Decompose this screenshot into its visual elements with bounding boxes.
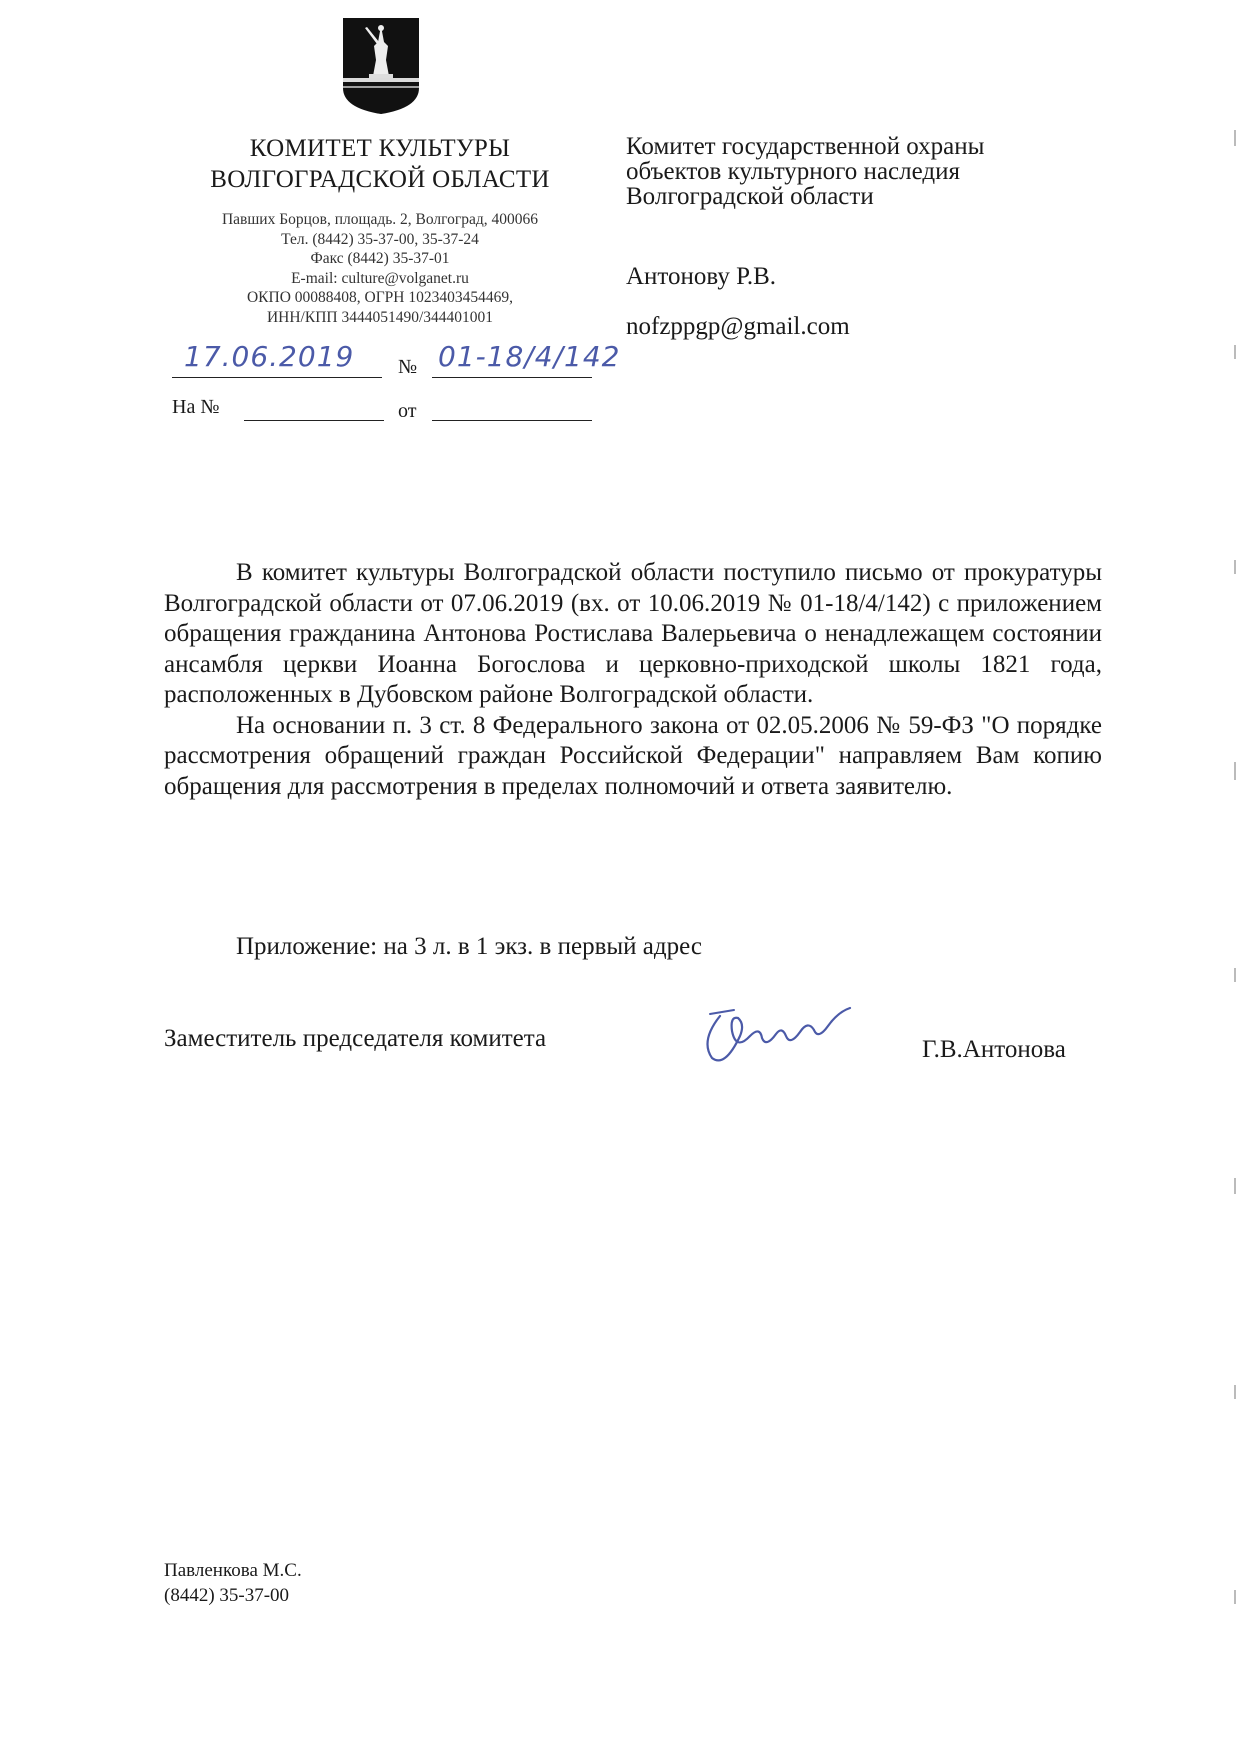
body-paragraph-1: В комитет культуры Волгоградской области поступило письмо от прокуратуры Волгоградской области от 07.06.2019 (вх. от 10.06.2019 № 01-18/4/142) с приложением обращения гражданина Антонова Ростислава Валерьевича о ненадлежащем состоянии ансамбля церкви Иоанна Богослова и церковно-приходской школы 1821 года, расположенных в Дубовском районе Волгоградской области.	[164, 559, 1102, 708]
date-underline	[172, 377, 382, 378]
handwritten-signature-icon	[690, 996, 870, 1076]
sender-details	[160, 210, 600, 327]
scan-margin-mark	[1234, 762, 1236, 780]
letter-body	[164, 558, 1102, 802]
sender-fax: Факс (8442) 35-37-01	[310, 250, 450, 267]
recipient-email: nofzppgp@gmail.com	[626, 313, 850, 340]
sender-name-line1: КОМИТЕТ КУЛЬТУРЫ	[249, 135, 511, 162]
recipient-organization	[626, 134, 1146, 209]
executor-name: Павленкова М.С.	[164, 1560, 302, 1581]
sender-email: E-mail: culture@volganet.ru	[291, 269, 469, 287]
outgoing-number-label: №	[398, 356, 418, 378]
signatory-name: Г.В.Антонова	[922, 1036, 1066, 1063]
recipient-org-line3: Волгоградской области	[626, 183, 874, 210]
scan-margin-mark	[1234, 968, 1236, 982]
sender-address: Павших Борцов, площадь. 2, Волгоград, 400066	[221, 211, 539, 228]
executor-block	[164, 1558, 302, 1608]
reference-number-label: На №	[172, 396, 220, 418]
body-paragraph-2: На основании п. 3 ст. 8 Федерального закона от 02.05.2006 № 59-ФЗ "О порядке рассмотрения обращений граждан Российской Федерации" направляем Вам копию обращения для рассмотрения в пределах полномочий и ответа заявителю.	[164, 711, 1102, 800]
outgoing-date-handwritten: 17.06.2019	[184, 340, 355, 373]
reference-from-label: от	[398, 400, 417, 422]
sender-name-line2: ВОЛГОГРАДСКОЙ ОБЛАСТИ	[210, 166, 550, 193]
sender-inn-kpp: ИНН/КПП 3444051490/344401001	[266, 308, 494, 326]
recipient-org-line1: Комитет государственной охраны	[626, 133, 985, 160]
recipient-person: Антонову Р.В.	[626, 263, 777, 290]
sender-phone: Тел. (8442) 35-37-00, 35-37-24	[281, 230, 479, 248]
sender-okpo-ogrn: ОКПО 00088408, ОГРН 1023403454469,	[246, 289, 513, 306]
scan-margin-mark	[1234, 1178, 1236, 1194]
scan-margin-mark	[1234, 130, 1236, 146]
signatory-title: Заместитель председателя комитета	[164, 1025, 547, 1052]
volgograd-coat-of-arms-icon	[341, 16, 421, 116]
recipient-org-line2: объектов культурного наследия	[626, 158, 960, 185]
appendix-note: Приложение: на 3 л. в 1 экз. в первый адрес	[236, 933, 702, 960]
reference-number-underline	[244, 420, 384, 421]
number-underline	[432, 377, 592, 378]
scan-margin-mark	[1234, 560, 1236, 574]
scan-margin-mark	[1234, 1590, 1236, 1604]
outgoing-number-handwritten: 01-18/4/142	[438, 340, 621, 373]
executor-phone: (8442) 35-37-00	[164, 1585, 290, 1606]
scan-margin-mark	[1234, 345, 1236, 359]
scan-margin-mark	[1234, 1385, 1236, 1399]
reference-date-underline	[432, 420, 592, 421]
